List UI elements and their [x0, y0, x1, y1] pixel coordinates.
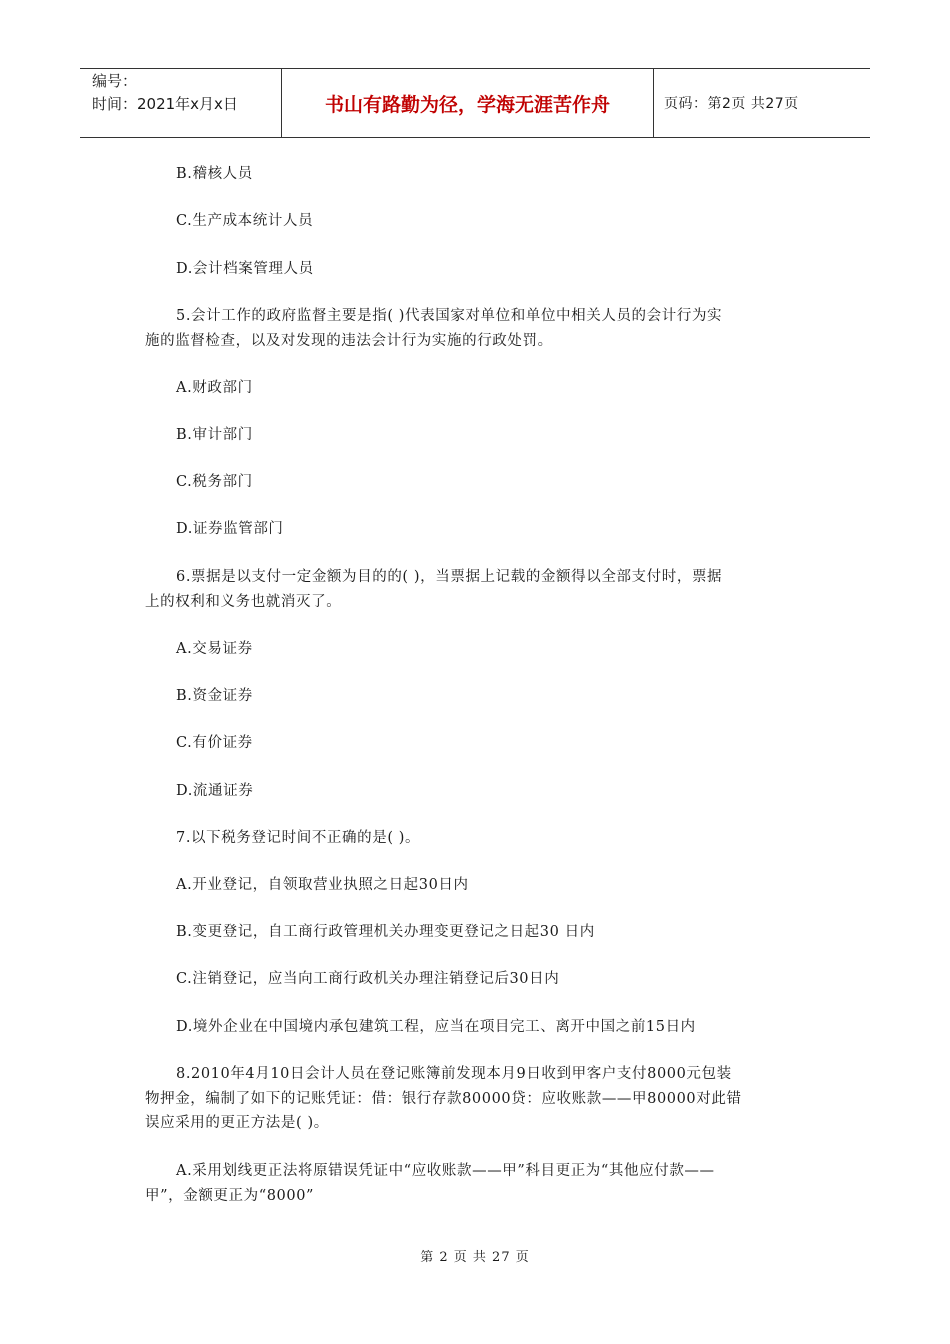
option-line: C.有价证券: [176, 735, 253, 751]
question-line: 5.会计工作的政府监督主要是指( )代表国家对单位和单位中相关人员的会计行为实: [176, 308, 723, 324]
option-line: C.注销登记，应当向工商行政机关办理注销登记后30日内: [176, 971, 560, 987]
option-line: 甲”，金额更正为“8000”: [145, 1188, 315, 1204]
option-line: D.会计档案管理人员: [176, 261, 314, 277]
option-line: A.开业登记，自领取营业执照之日起30日内: [176, 877, 469, 893]
question-line: 7.以下税务登记时间不正确的是( )。: [176, 830, 421, 846]
option-line: B.稽核人员: [176, 166, 253, 182]
page-header: [80, 68, 870, 138]
option-line: B.审计部门: [176, 427, 253, 443]
option-line: A.财政部门: [176, 380, 253, 396]
question-line: 施的监督检查，以及对发现的违法会计行为实施的行政处罚。: [145, 333, 553, 349]
header-meta: [80, 69, 282, 137]
option-line: D.境外企业在中国境内承包建筑工程，应当在项目完工、离开中国之前15日内: [176, 1019, 696, 1035]
option-line: B.变更登记，自工商行政管理机关办理变更登记之日起30 日内: [176, 924, 595, 940]
question-line: 6.票据是以支付一定金额为目的的( )，当票据上记载的金额得以全部支付时，票据: [176, 569, 723, 585]
question-line: 8.2010年4月10日会计人员在登记账簿前发现本月9日收到甲客户支付8000元包装: [176, 1066, 732, 1082]
header-page-info: 页码：第2页 共27页: [664, 96, 799, 112]
question-line: 物押金，编制了如下的记账凭证：借：银行存款80000贷：应收账款——甲80000对此错: [145, 1091, 742, 1107]
option-line: D.流通证券: [176, 783, 254, 799]
option-line: A.采用划线更正法将原错误凭证中“应收账款——甲”科目更正为“其他应付款——: [176, 1163, 715, 1179]
number-label: 编号：: [92, 72, 138, 90]
option-line: C.生产成本统计人员: [176, 213, 314, 229]
option-line: D.证券监管部门: [176, 521, 284, 537]
option-line: B.资金证券: [176, 688, 253, 704]
time-label: 时间：2021年x月x日: [92, 95, 238, 113]
page-footer: 第 2 页 共 27 页: [420, 1250, 530, 1265]
option-line: A.交易证券: [176, 641, 253, 657]
header-motto: 书山有路勤为径，学海无涯苦作舟: [282, 69, 654, 137]
question-line: 上的权利和义务也就消灭了。: [145, 594, 342, 610]
option-line: C.税务部门: [176, 474, 253, 490]
question-line: 误应采用的更正方法是( )。: [145, 1115, 329, 1131]
